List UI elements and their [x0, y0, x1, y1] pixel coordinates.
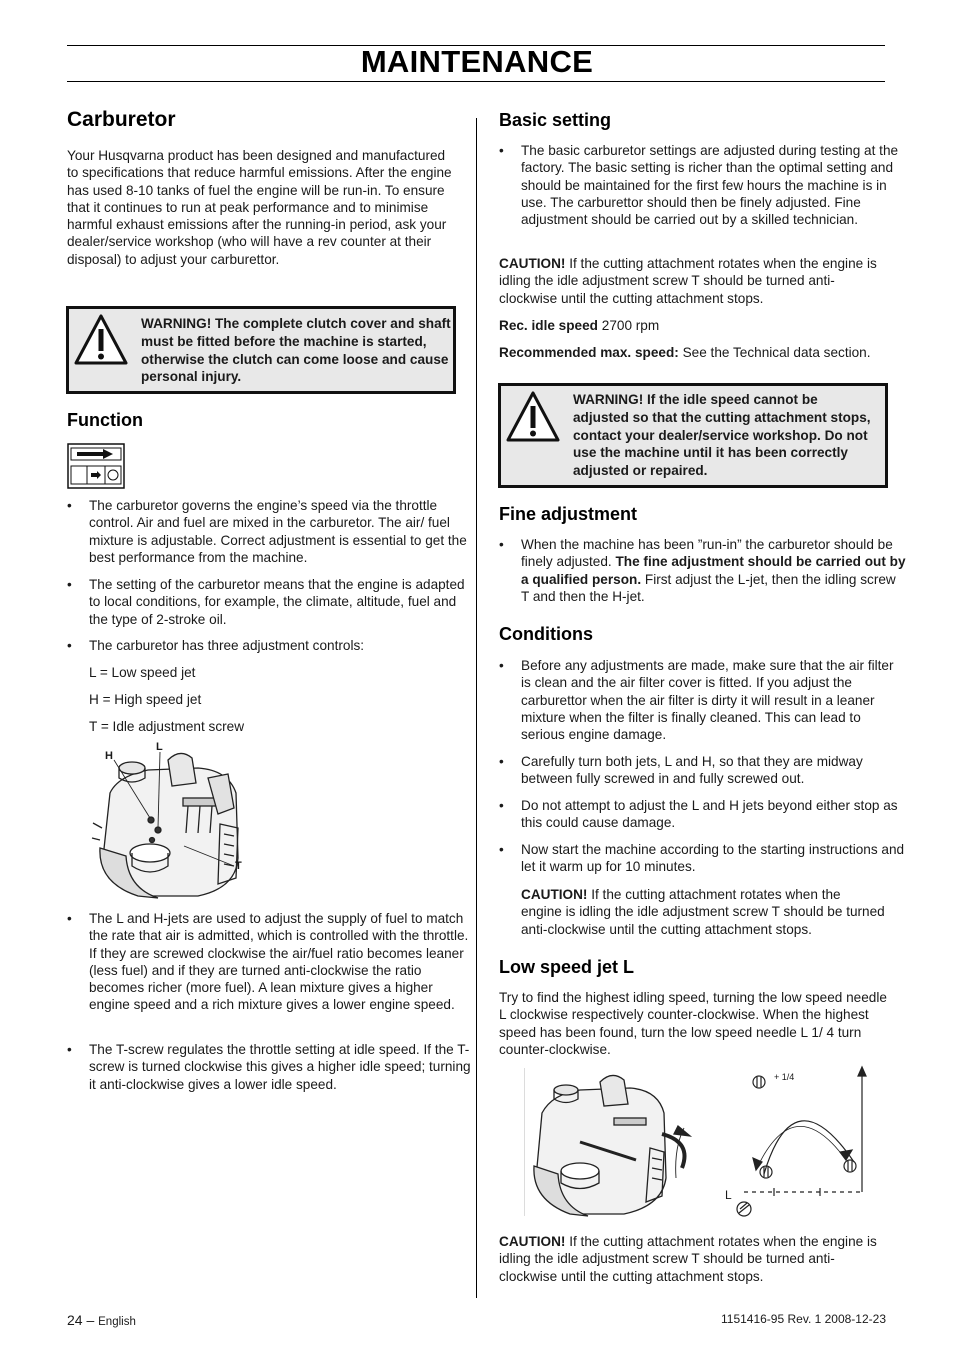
basic-setting-heading: Basic setting — [499, 110, 612, 130]
function-heading: Function — [67, 410, 143, 430]
clutch-warning-box — [66, 306, 456, 394]
function-bullet-3: • The carburetor has three adjustment controls: — [67, 637, 477, 654]
caution-label-3: CAUTION! — [499, 1234, 566, 1249]
control-h: H = High speed jet — [89, 692, 202, 707]
rec-idle-value: 2700 rpm — [597, 318, 660, 333]
idle-warning-text: WARNING! If the idle speed cannot be adjusted so that the cutting attachment stops, contact your dealer/service workshop. Do not use the machine until it has been correctly adjusted or repaired. — [573, 392, 871, 479]
caution-text-3: If the cutting attachment rotates when the engine is idling the idle adjustment screw T should be turned anti-clockwise until the cutting attachment stops. — [499, 1234, 877, 1284]
graph-quarter-label: + 1/4 — [774, 1072, 795, 1082]
column-divider — [476, 118, 477, 1298]
low-speed-graph — [728, 1064, 868, 1224]
warning-triangle-icon — [73, 313, 129, 367]
control-t: T = Idle adjustment screw — [89, 719, 245, 734]
conditions-bullet-3: • Do not attempt to adjust the L and H jets beyond either stop as this could cause damage. — [499, 797, 907, 832]
warning-triangle-icon — [505, 390, 561, 444]
caution-label: CAUTION! — [499, 256, 566, 271]
function-symbol-icon — [67, 443, 125, 489]
caution-label-2: CAUTION! — [521, 887, 588, 902]
carburetor-illustration — [88, 738, 258, 903]
rec-max-value: See the Technical data section. — [678, 345, 871, 360]
fine-text-a: When the machine has been ”run-in” the carburetor should be finely adjusted. — [521, 537, 893, 570]
caution-text: If the cutting attachment rotates when the engine is idling the idle adjustment screw T should be turned anti-clockwise until the cutting attachment stops. — [499, 256, 877, 306]
fine-text-b: The fine adjustment should be carried out by a qualified person. — [521, 554, 906, 587]
figure-label-t: T — [235, 860, 242, 872]
header-bottom-rule — [67, 81, 885, 82]
jets-bullet: • The L and H-jets are used to adjust the supply of fuel to match the rate that air is admitted, which is controlled with the throttle. If they are screwed clockwise the air/fuel ratio becomes leaner (less fuel) and if they are turned anti-clockwise the ratio becomes richer (more fuel). A lean mixture gives a higher engine speed and a rich mixture gives a lower engine speed. — [67, 910, 477, 1014]
carburetor-intro: Your Husqvarna product has been designed and manufactured to specifications that reduce harmful emissions. After the engine has used 8-10 tanks of fuel the engine will be run-in. To ensure that it continues to run at peak performance and to minimise harmful exhaust emissions after the running-in period, ask your dealer/service workshop (who will have a rev counter at their disposal) to adjust your carburettor. — [67, 148, 452, 267]
low-speed-caution — [499, 1233, 887, 1285]
control-l: L = Low speed jet — [89, 665, 196, 680]
idle-warning-box — [498, 383, 888, 488]
function-bullet-2: • The setting of the carburetor means that the engine is adapted to local conditions, for example, the climate, altitude, fuel and the type of 2-stroke oil. — [67, 576, 477, 628]
fine-adjustment-heading: Fine adjustment — [499, 504, 638, 524]
low-speed-jet-text: Try to find the highest idling speed, turning the low speed needle L clockwise respectively counter-clockwise. When the highest speed has been found, turn the low speed needle L 1/ 4 turn counter-clockwise. — [499, 990, 887, 1057]
page-number — [67, 1312, 136, 1328]
basic-setting-bullet: • The basic carburetor settings are adjusted during testing at the factory. The basic setting is richer than the optimal setting and should be maintained for the first few hours the machine is in use. The carburettor should then be finely adjusted. Fine adjustment should be carried out by a skilled technician. — [499, 142, 907, 228]
fine-text-c: First adjust the L-jet, then the idling screw T and then the H-jet. — [521, 571, 896, 604]
conditions-bullet-1: • Before any adjustments are made, make sure that the air filter is clean and the air filter cover is fitted. If you adjust the carburettor when the air filter is dirty it will result in a leaner mixture when the filter is finally cleaned. This can lead to serious engine damage. — [499, 657, 907, 743]
conditions-caution — [521, 886, 885, 938]
rec-idle-label: Rec. idle speed — [499, 318, 598, 333]
document-number: 1151416-95 Rev. 1 2008-12-23 — [720, 1312, 886, 1326]
rec-idle-speed — [499, 317, 887, 334]
rec-max-speed — [499, 344, 887, 361]
low-speed-jet-heading: Low speed jet L — [499, 957, 635, 977]
basic-caution — [499, 255, 887, 307]
figure-label-l: L — [156, 741, 163, 753]
page-number-value: 24 – — [67, 1312, 95, 1328]
conditions-bullet-2: • Carefully turn both jets, L and H, so that they are midway between fully screwed in and fully screwed out. — [499, 753, 907, 788]
rec-max-label: Recommended max. speed: — [499, 345, 679, 360]
page-title: MAINTENANCE — [360, 44, 594, 79]
page-language: English — [98, 1316, 136, 1328]
clutch-warning-text: WARNING! The complete clutch cover and shaft must be fitted before the machine is started, otherwise the clutch can come loose and cause personal injury. — [141, 316, 451, 385]
caution-text-2: If the cutting attachment rotates when the engine is idling the idle adjustment screw T should be turned anti-clockwise until the cutting attachment stops. — [521, 887, 885, 937]
figure-label-h: H — [105, 750, 113, 762]
conditions-heading: Conditions — [499, 624, 593, 644]
function-bullet-1: • The carburetor governs the engine’s speed via the throttle control. Air and fuel are mixed in the carburetor. The air/ fuel mixture is adjustable. Correct adjustment is essential to get the best performance from the machine. — [67, 497, 477, 566]
low-speed-adjust-illustration — [524, 1068, 699, 1218]
fine-adjustment-bullet — [499, 536, 907, 605]
conditions-bullet-4: • Now start the machine according to the starting instructions and let it warm up for 10 minutes. — [499, 841, 907, 876]
carburetor-heading: Carburetor — [67, 108, 176, 131]
graph-l-label: L — [725, 1188, 732, 1202]
t-screw-bullet: • The T-screw regulates the throttle setting at idle speed. If the T-screw is turned clockwise this gives a higher idle speed; turning it anti-clockwise gives a lower idle speed. — [67, 1041, 477, 1093]
